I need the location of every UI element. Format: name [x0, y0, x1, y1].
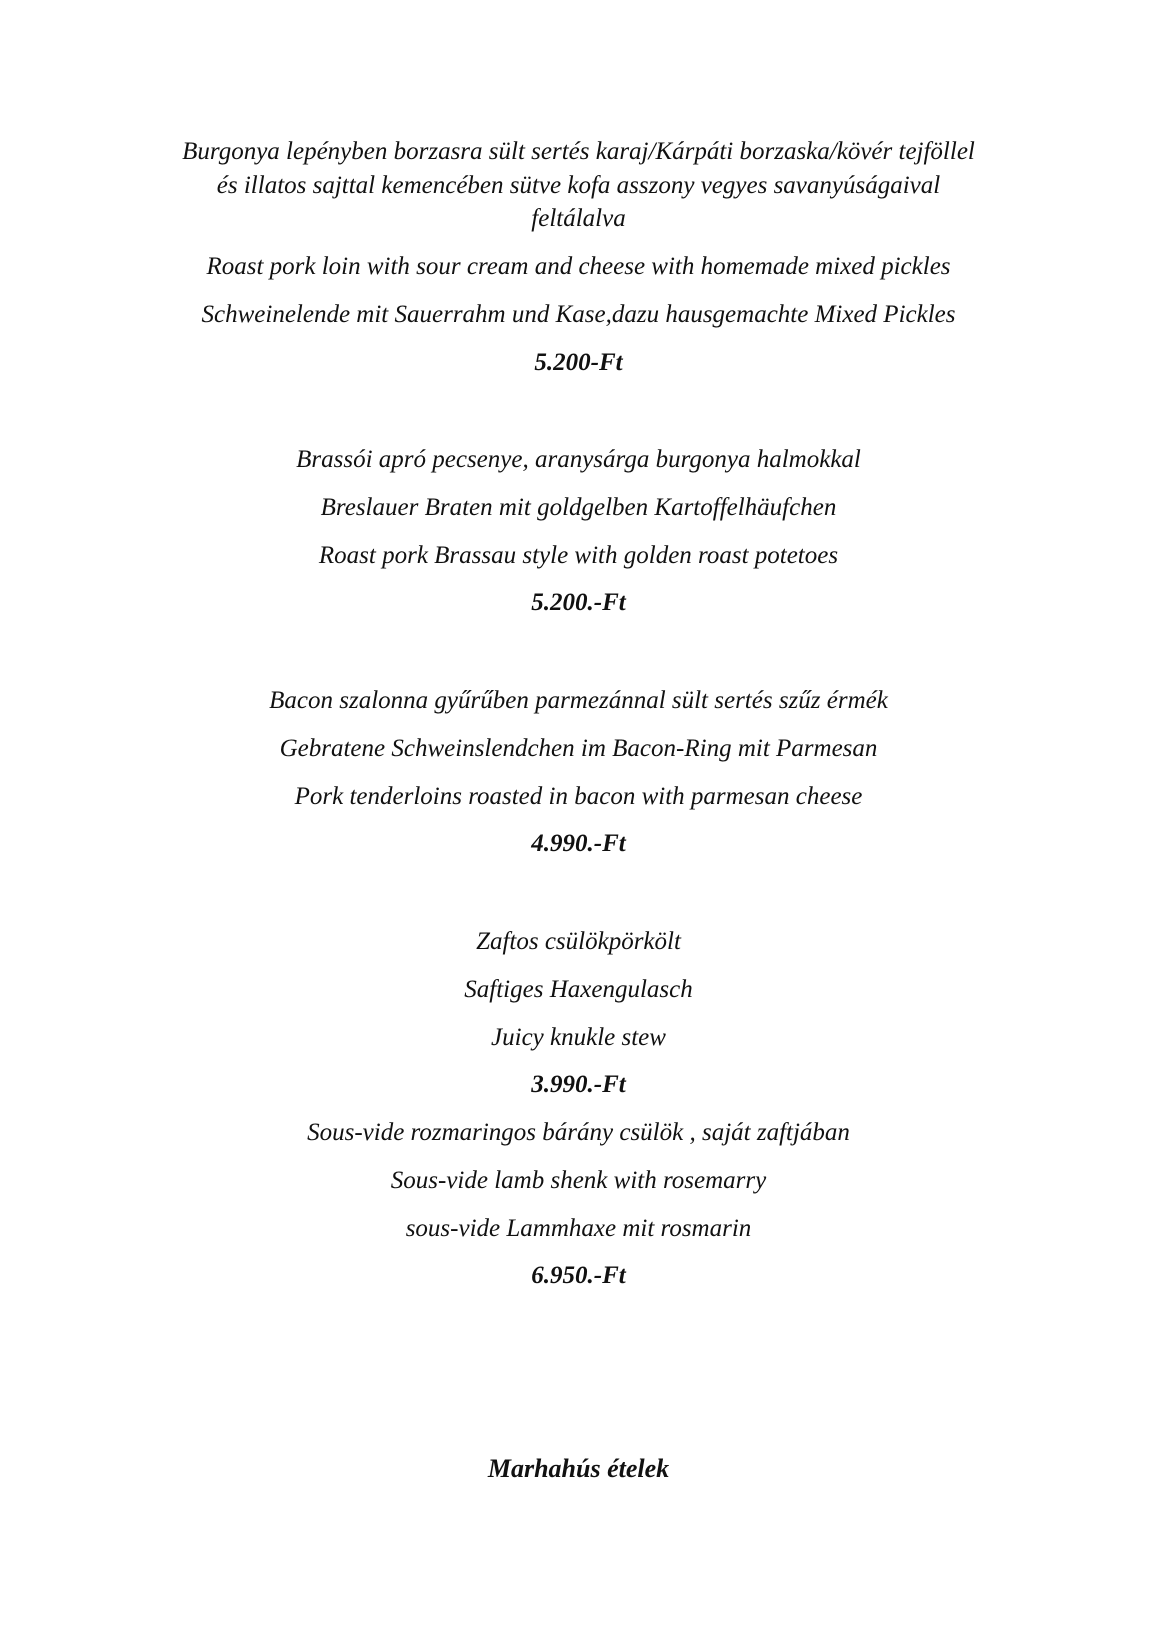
dish-3-hungarian: Bacon szalonna gyűrűben parmezánnal sült sertés szűz érmék [269, 687, 888, 714]
dish-5-english: Sous-vide lamb shenk with rosemarry [390, 1167, 767, 1194]
dish-4-price: 3.990.-Ft [531, 1071, 626, 1098]
dish-1-hungarian-line-2: és illatos sajttal kemencében sütve kofa asszony vegyes savanyúságaival [216, 172, 941, 199]
dish-1-german: Schweinelende mit Sauerrahm und Kase,dazu hausgemachte Mixed Pickles [201, 301, 956, 328]
dish-1-english: Roast pork loin with sour cream and cheese with homemade mixed pickles [206, 253, 951, 280]
dish-3-english: Pork tenderloins roasted in bacon with parmesan cheese [294, 783, 863, 810]
dish-4-english: Juicy knukle stew [491, 1024, 666, 1051]
dish-5-hungarian: Sous-vide rozmaringos bárány csülök , saját zaftjában [307, 1119, 850, 1146]
dish-5-price: 6.950.-Ft [531, 1262, 626, 1289]
dish-4-hungarian: Zaftos csülökpörkölt [476, 928, 681, 955]
dish-1-hungarian-line-1: Burgonya lepényben borzasra sült sertés karaj/Kárpáti borzaska/kövér tejföllel [182, 138, 975, 165]
section-title-beef-dishes: Marhahús ételek [487, 1454, 670, 1483]
dish-2-english: Roast pork Brassau style with golden roast potetoes [318, 542, 839, 569]
dish-4-german: Saftiges Haxengulasch [464, 976, 693, 1003]
dish-5-german: sous-vide Lammhaxe mit rosmarin [405, 1215, 752, 1242]
dish-2-price: 5.200.-Ft [531, 589, 626, 616]
dish-2-german: Breslauer Braten mit goldgelben Kartoffelhäufchen [320, 494, 837, 521]
dish-2-hungarian: Brassói apró pecsenye, aranysárga burgonya halmokkal [296, 446, 861, 473]
dish-1-price: 5.200-Ft [534, 349, 623, 376]
dish-1-hungarian-line-3: feltálalva [531, 205, 626, 232]
dish-3-price: 4.990.-Ft [531, 830, 626, 857]
dish-3-german: Gebratene Schweinslendchen im Bacon-Ring mit Parmesan [279, 735, 878, 762]
